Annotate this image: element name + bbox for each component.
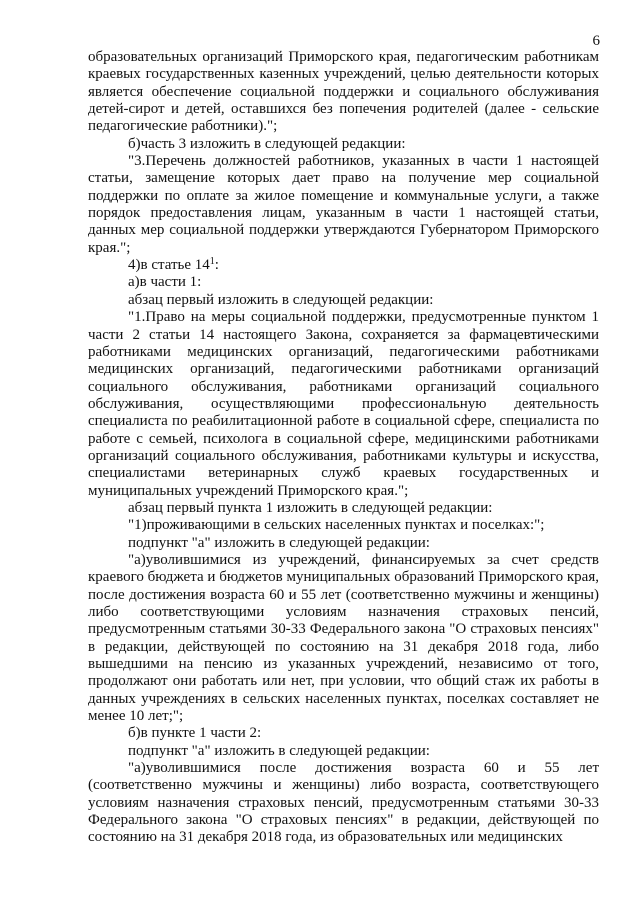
paragraph-text: б)часть 3 изложить в следующей редакции: <box>128 135 406 152</box>
paragraph <box>88 292 599 309</box>
paragraph-text: "а)уволившимися из учреждений, финансируемых за счет средств краевого бюджета и бюджетов муниципальных образований Приморского края, после достижения возраста 60 и 55 лет (соответственно мужчины и женщины) либо соответствующими условиям назначения страховых пенсий, предусмотренным статьями 30-33 Федерального закона "О страховых пенсиях" в редакции, действующей по состоянию на 31 декабря 2018 года, либо вышедшими на пенсию из указанных учреждений, независимо от того, продолжают они работать или нет, при условии, что общий стаж их работы в данных учреждениях в сельских населенных пунктах, поселках составляет не менее 10 лет;"; <box>88 551 599 725</box>
paragraph <box>88 49 599 136</box>
paragraph <box>88 274 599 291</box>
paragraph-text: "1.Право на меры социальной поддержки, предусмотренные пунктом 1 части 2 статьи 14 настоящего Закона, сохраняется за фармацевтическими работниками медицинских организаций, педагогическими работниками медицинских организаций, педагогическими работниками организаций социального обслуживания, работниками организаций социального обслуживания, осуществляющими профессиональную деятельность специалиста по реабилитационной работе в социальной сфере, специалиста по работе с семьей, психолога в социальной сфере, медицинскими работниками организаций социального обслуживания, работниками культуры и искусства, специалистами ветеринарных служб краевых государственных и муниципальных учреждений Приморского края."; <box>88 309 599 499</box>
paragraph-text: подпункт "а" изложить в следующей редакции: <box>128 534 430 551</box>
paragraph <box>88 309 599 500</box>
paragraph-tail: : <box>214 257 219 274</box>
paragraph <box>88 743 599 760</box>
document-body <box>88 49 599 847</box>
paragraph-text: а)в части 1: <box>128 274 202 291</box>
paragraph-text: 4)в статье 14 <box>128 257 210 274</box>
paragraph-text: подпункт "а" изложить в следующей редакции: <box>128 742 430 759</box>
paragraph <box>88 552 599 725</box>
paragraph <box>88 517 599 534</box>
paragraph-text: абзац первый изложить в следующей редакции: <box>128 291 434 308</box>
paragraph-text: абзац первый пункта 1 изложить в следующей редакции: <box>128 499 493 516</box>
paragraph <box>88 136 599 153</box>
paragraph <box>88 760 599 847</box>
paragraph-text: "3.Перечень должностей работников, указанных в части 1 настоящей статьи, замещение которых дает право на получение мер социальной поддержки по оплате за жилое помещение и коммунальные услуги, а также порядок предоставления лицам, указанным в части 1 настоящей статьи, данных мер социальной поддержки утверждаются Губернатором Приморского края."; <box>88 153 599 256</box>
paragraph <box>88 257 599 274</box>
paragraph <box>88 725 599 742</box>
paragraph-text: "1)проживающими в сельских населенных пунктах и поселках:"; <box>128 517 545 534</box>
paragraph <box>88 535 599 552</box>
paragraph-text: образовательных организаций Приморского края, педагогическим работникам краевых государственных казенных учреждений, целью деятельности которых является обеспечение социальной поддержки и социального обслуживания детей-сирот и детей, оставшихся без попечения родителей (далее - сельские педагогические работники)."; <box>88 49 599 135</box>
paragraph-text: б)в пункте 1 части 2: <box>128 725 262 742</box>
paragraph <box>88 153 599 257</box>
page-number: 6 <box>592 33 600 49</box>
paragraph-text: "а)уволившимися после достижения возраста 60 и 55 лет (соответственно мужчины и женщины) либо возраста, соответствующего условиям назначения страховых пенсий, предусмотренным статьями 30-33 Федерального закона "О страховых пенсиях" в редакции, действующей по состоянию на 31 декабря 2018 года, из образовательных или медицинских <box>88 760 599 846</box>
superscript: 1 <box>209 256 215 268</box>
paragraph <box>88 500 599 517</box>
